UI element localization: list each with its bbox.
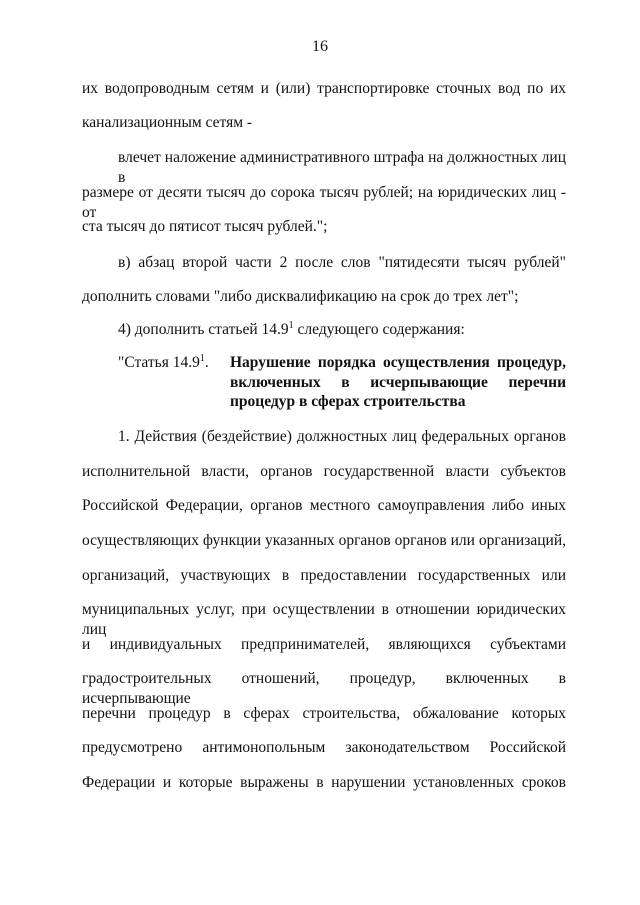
body-line: предусмотрено антимонопольным законодательством Российской — [82, 739, 566, 756]
text-line: размере от десяти тысяч до сорока тысяч рублей; на юридических лиц - от — [82, 184, 566, 221]
text-fragment: следующего содержания: — [293, 321, 465, 338]
text-line: канализационным сетям - — [82, 114, 253, 131]
text-line — [118, 320, 465, 340]
body-line: муниципальных услуг, при осуществлении в отношении юридических лиц — [82, 601, 566, 638]
article-label — [118, 353, 209, 373]
text-line: влечет наложение административного штрафа на должностных лиц в — [118, 149, 566, 186]
article-title-line: процедур в сферах строительства — [230, 393, 466, 410]
superscript: 1 — [288, 320, 294, 331]
text-fragment: 4) дополнить статьей 14.9 — [118, 321, 289, 338]
text-line: в) абзац второй части 2 после слов "пятидесяти тысяч рублей" — [118, 254, 566, 271]
body-line: организаций, участвующих в предоставлении государственных или — [82, 567, 566, 584]
superscript: 1 — [199, 353, 205, 364]
article-title-line: включенных в исчерпывающие перечни — [230, 374, 566, 391]
body-line: Российской Федерации, органов местного самоуправления либо иных — [82, 497, 566, 514]
body-line: градостроительных отношений, процедур, включенных в исчерпывающие — [82, 670, 566, 707]
body-line: и индивидуальных предпринимателей, являющихся субъектами — [82, 636, 566, 653]
text-line: дополнить словами "либо дисквалификацию на срок до трех лет"; — [82, 288, 519, 305]
page-number: 16 — [312, 38, 328, 55]
text-line: их водопроводным сетям и (или) транспортировке сточных вод по их — [82, 80, 566, 97]
body-line: осуществляющих функции указанных органов органов или организаций, — [82, 532, 566, 549]
body-line: 1. Действия (бездействие) должностных лиц федеральных органов — [118, 428, 566, 445]
article-label-end: . — [204, 354, 209, 371]
text-line: ста тысяч до пятисот тысяч рублей."; — [82, 218, 328, 235]
article-label-text: "Статья 14.9 — [118, 354, 200, 371]
article-title-line: Нарушение порядка осуществления процедур, — [230, 354, 566, 371]
body-line: исполнительной власти, органов государственной власти субъектов — [82, 463, 566, 480]
body-line: перечни процедур в сферах строительства, обжалование которых — [82, 705, 566, 722]
body-line: Федерации и которые выражены в нарушении установленных сроков — [82, 774, 566, 791]
